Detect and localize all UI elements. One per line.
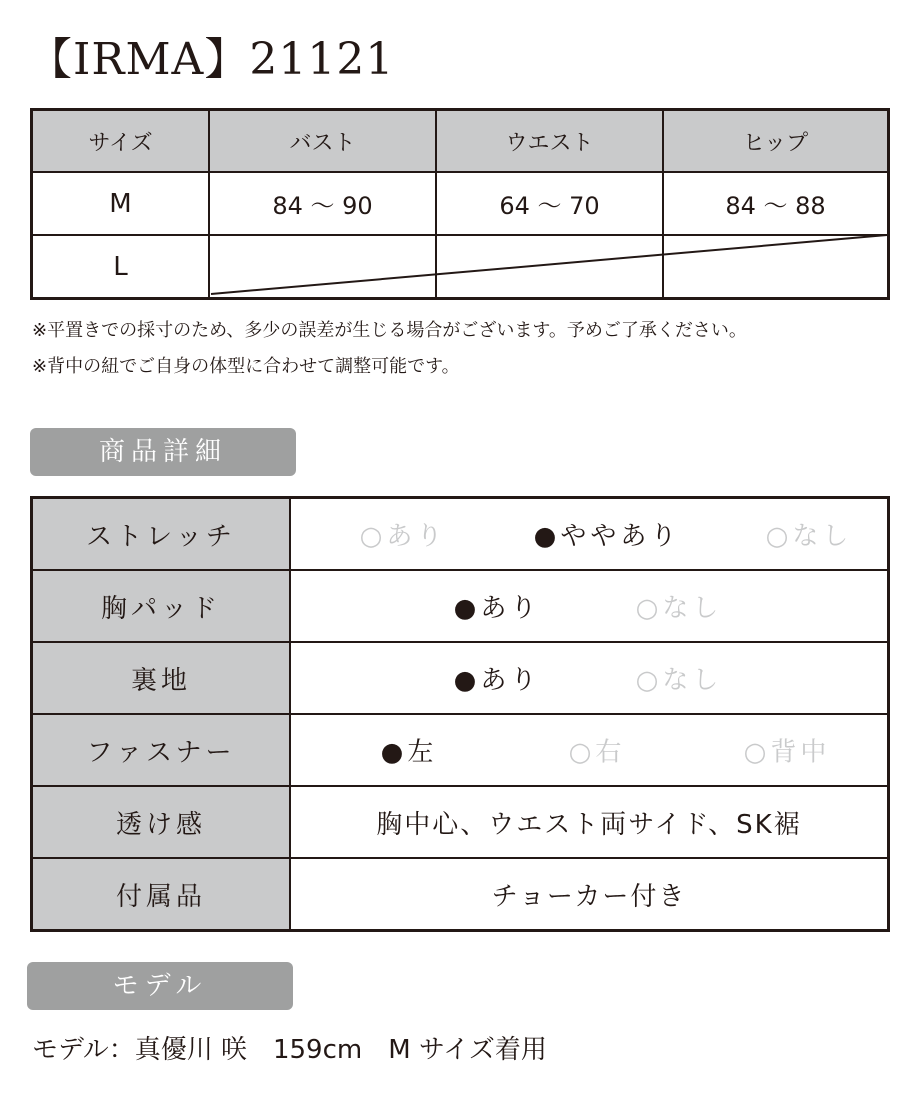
model-info: モデル：真優川 咲 159cm M サイズ着用 [32, 1035, 547, 1065]
table-row [32, 642, 889, 714]
fastener-options [290, 714, 889, 786]
sheer-label: 透け感 [32, 786, 291, 858]
note-line: ※平置きでの採寸のため、多少の誤差が生じる場合がございます。予めご了承ください。 [32, 320, 747, 341]
table-row [32, 498, 889, 571]
fastener-option-left: ●左 [380, 737, 438, 768]
stretch-option-somewhat: ●ややあり [533, 521, 681, 552]
table-row [32, 786, 889, 858]
note-line: ※背中の紐でご自身の体型に合わせて調整可能です。 [32, 356, 460, 377]
detail-table [30, 496, 890, 932]
bust-value: 84 〜 90 [209, 172, 436, 235]
hip-value [663, 235, 889, 299]
table-row [32, 172, 889, 235]
header-hip: ヒップ [663, 110, 889, 173]
table-row [32, 235, 889, 299]
header-size: サイズ [32, 110, 210, 173]
product-title: 【IRMA】21121 [28, 34, 395, 85]
pad-options [290, 570, 889, 642]
table-row [32, 858, 889, 931]
lining-option-no: ○なし [635, 665, 723, 696]
accessory-value: チョーカー付き [290, 858, 889, 931]
sheer-value: 胸中心、ウエスト両サイド、SK裾 [290, 786, 889, 858]
stretch-label: ストレッチ [32, 498, 291, 571]
fastener-option-right: ○右 [568, 737, 626, 768]
fastener-option-back: ○背中 [743, 737, 831, 768]
stretch-option-yes: ○あり [359, 521, 447, 552]
lining-option-yes: ●あり [453, 665, 541, 696]
table-row [32, 570, 889, 642]
size-label: L [32, 235, 210, 299]
detail-section-heading: 商品詳細 [30, 428, 296, 476]
stretch-options [290, 498, 889, 571]
lining-options [290, 642, 889, 714]
waist-value: 64 〜 70 [436, 172, 663, 235]
size-table [30, 108, 890, 300]
size-notes [32, 313, 747, 385]
stretch-option-no: ○なし [765, 521, 853, 552]
header-waist: ウエスト [436, 110, 663, 173]
size-table-header [32, 110, 889, 173]
pad-option-yes: ●あり [453, 593, 541, 624]
model-section-heading: モデル [27, 962, 293, 1010]
pad-option-no: ○なし [635, 593, 723, 624]
lining-label: 裏地 [32, 642, 291, 714]
header-bust: バスト [209, 110, 436, 173]
pad-label: 胸パッド [32, 570, 291, 642]
accessory-label: 付属品 [32, 858, 291, 931]
size-label: M [32, 172, 210, 235]
bust-value [209, 235, 436, 299]
table-row [32, 714, 889, 786]
waist-value [436, 235, 663, 299]
fastener-label: ファスナー [32, 714, 291, 786]
hip-value: 84 〜 88 [663, 172, 889, 235]
